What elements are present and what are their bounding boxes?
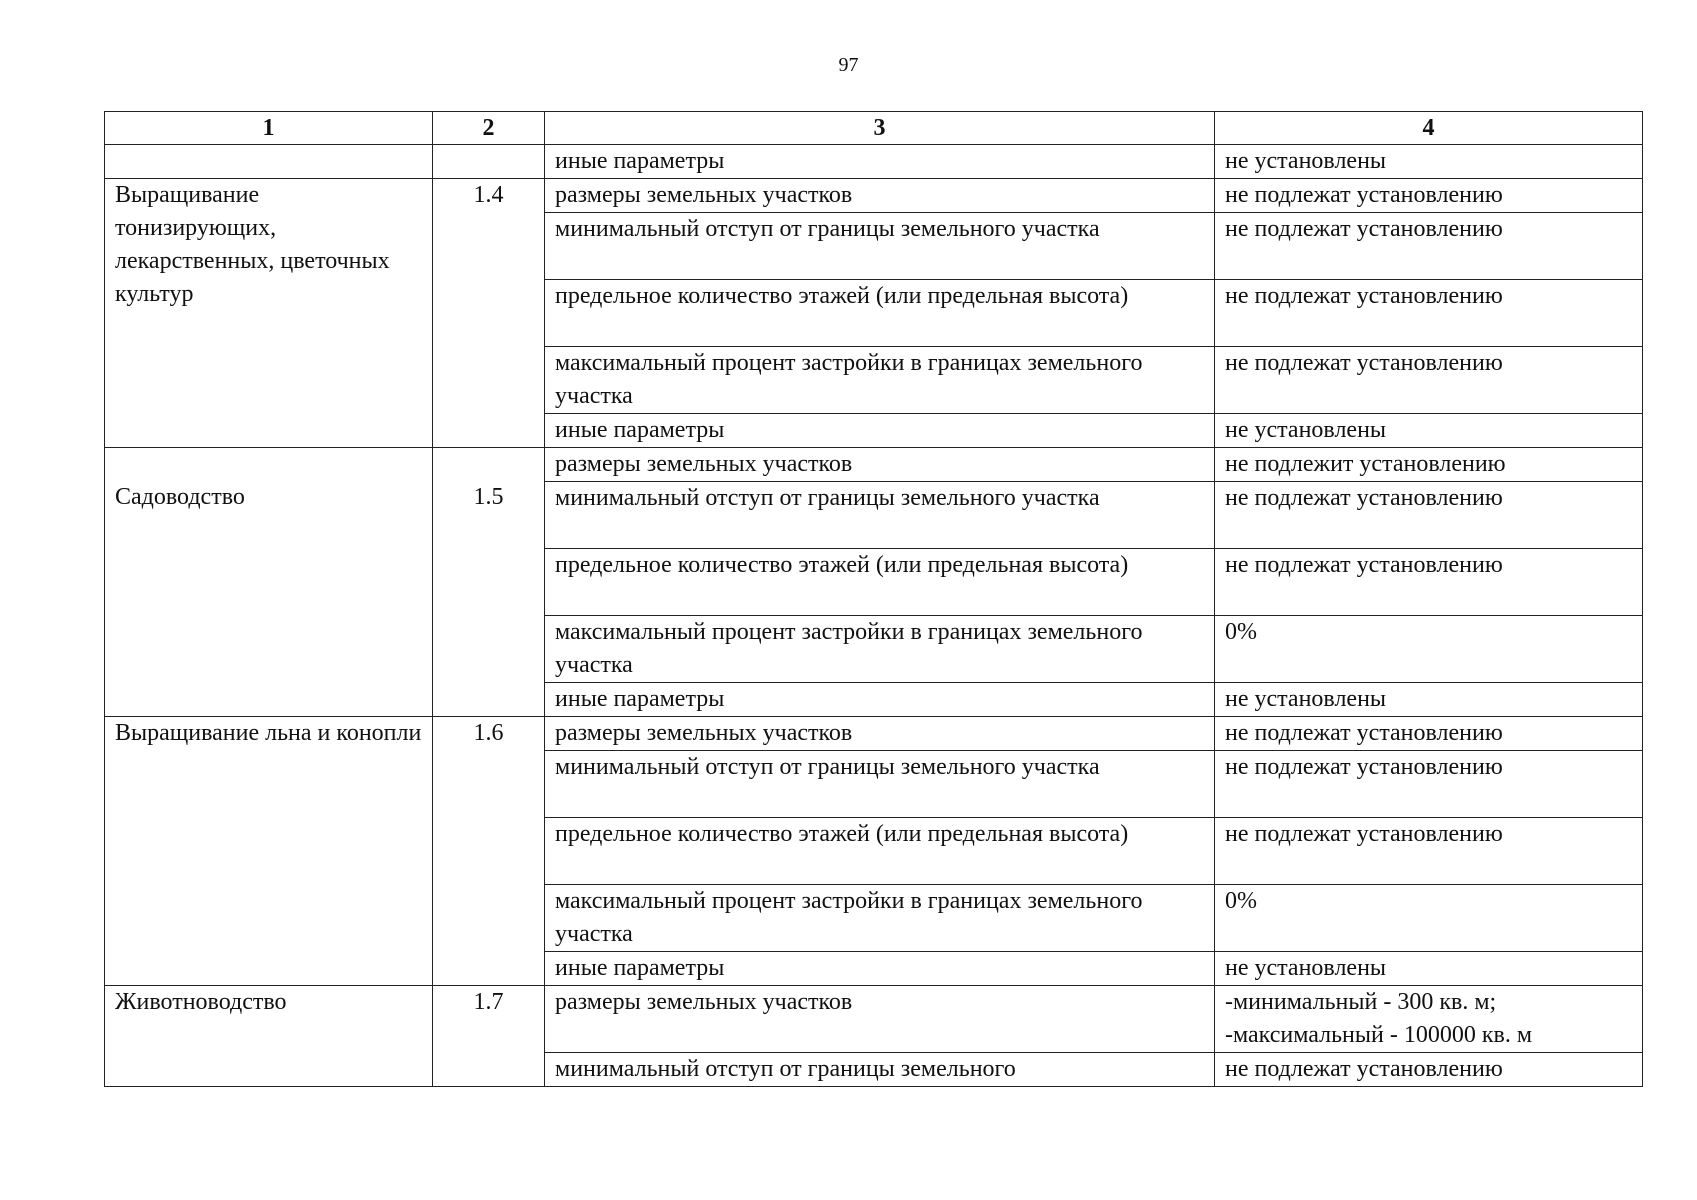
min-area-value: -минимальный - 300 кв. м; [1225, 989, 1497, 1015]
use-code-cell: 1.6 [433, 717, 545, 986]
table-row [105, 179, 1643, 213]
column-header-4: 4 [1215, 112, 1643, 145]
use-code-cell: 1.4 [433, 179, 545, 448]
value-cell: не установлены [1215, 414, 1643, 448]
param-cell: минимальный отступ от границы земельного участка [545, 482, 1215, 549]
value-cell: не подлежат установлению [1215, 179, 1643, 213]
use-code-cell: 1.7 [433, 986, 545, 1087]
column-header-1: 1 [105, 112, 433, 145]
value-cell: не подлежат установлению [1215, 347, 1643, 414]
value-cell: 0% [1215, 885, 1643, 952]
use-name-cell: Садоводство [105, 448, 433, 717]
max-area-value: -максимальный - 100000 кв. м [1225, 1022, 1533, 1048]
value-cell: не установлены [1215, 952, 1643, 986]
param-cell: иные параметры [545, 683, 1215, 717]
value-cell: не подлежат установлению [1215, 818, 1643, 885]
value-cell: не установлены [1215, 145, 1643, 179]
param-cell: минимальный отступ от границы земельного участка [545, 751, 1215, 818]
param-cell: предельное количество этажей (или предельная высота) [545, 818, 1215, 885]
value-cell: не подлежат установлению [1215, 213, 1643, 280]
use-name-cell [105, 145, 433, 179]
table-row [105, 145, 1643, 179]
use-name-cell: Животноводство [105, 986, 433, 1087]
param-cell: максимальный процент застройки в границах земельного участка [545, 616, 1215, 683]
table-row [105, 717, 1643, 751]
use-name-cell: Выращивание льна и конопли [105, 717, 433, 986]
column-header-2: 2 [433, 112, 545, 145]
value-cell [1215, 986, 1643, 1053]
value-cell: не установлены [1215, 683, 1643, 717]
table-row [105, 986, 1643, 1053]
param-cell: максимальный процент застройки в границах земельного участка [545, 347, 1215, 414]
page-number: 97 [838, 54, 859, 76]
use-code-cell: 1.5 [433, 448, 545, 717]
param-cell: размеры земельных участков [545, 179, 1215, 213]
use-code-cell [433, 145, 545, 179]
value-cell: не подлежат установлению [1215, 1053, 1643, 1087]
value-cell: не подлежат установлению [1215, 717, 1643, 751]
table-header-row [105, 112, 1643, 145]
param-cell: размеры земельных участков [545, 448, 1215, 482]
param-cell: максимальный процент застройки в границах земельного участка [545, 885, 1215, 952]
value-cell: не подлежат установлению [1215, 280, 1643, 347]
value-cell: не подлежат установлению [1215, 482, 1643, 549]
param-cell: иные параметры [545, 952, 1215, 986]
param-cell: предельное количество этажей (или предельная высота) [545, 280, 1215, 347]
param-cell: размеры земельных участков [545, 717, 1215, 751]
param-cell: минимальный отступ от границы земельного участка [545, 213, 1215, 280]
param-cell: иные параметры [545, 145, 1215, 179]
column-header-3: 3 [545, 112, 1215, 145]
param-cell: иные параметры [545, 414, 1215, 448]
use-name-cell: Выращивание тонизирующих, лекарственных, цветочных культур [105, 179, 433, 448]
land-use-parameters-table [104, 111, 1643, 1087]
table-row [105, 448, 1643, 482]
value-cell: не подлежит установлению [1215, 448, 1643, 482]
param-cell: минимальный отступ от границы земельного [545, 1053, 1215, 1087]
param-cell: предельное количество этажей (или предельная высота) [545, 549, 1215, 616]
value-cell: 0% [1215, 616, 1643, 683]
value-cell: не подлежат установлению [1215, 549, 1643, 616]
value-cell: не подлежат установлению [1215, 751, 1643, 818]
param-cell: размеры земельных участков [545, 986, 1215, 1053]
